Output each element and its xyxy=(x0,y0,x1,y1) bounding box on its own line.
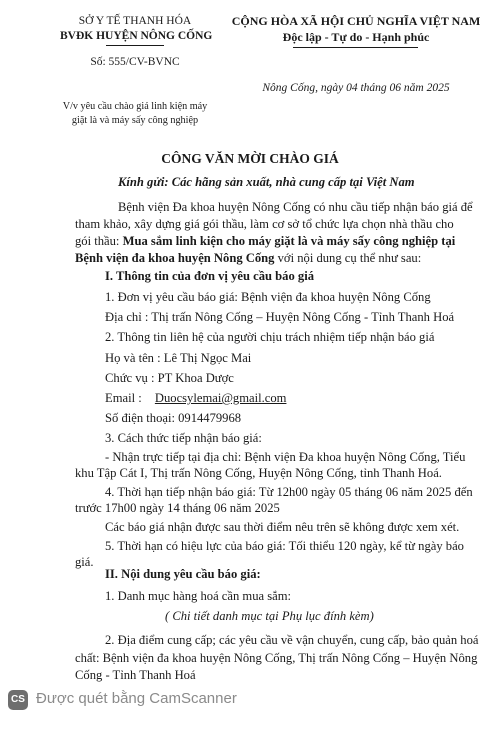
section-2-item-2-line-1: 2. Địa điểm cung cấp; các yêu cầu về vận chuyển, cung cấp, bảo quản hoá xyxy=(105,633,479,647)
subject-line-1: V/v yêu cầu chào giá linh kiện máy xyxy=(62,101,208,112)
camscanner-watermark: Được quét bằng CamScanner xyxy=(36,690,237,707)
contact-position: Chức vụ : PT Khoa Dược xyxy=(105,371,234,385)
intro-line-4-bold: Bệnh viện đa khoa huyện Nông Cống xyxy=(75,251,275,265)
agency-name: SỞ Y TẾ THANH HÓA xyxy=(78,15,192,27)
section-1-item-2: 2. Thông tin liên hệ của người chịu trách nhiệm tiếp nhận báo giá xyxy=(105,330,435,344)
national-motto: Độc lập - Tự do - Hạnh phúc xyxy=(282,30,430,44)
section-2-heading: II. Nội dung yêu cầu báo giá: xyxy=(105,567,261,581)
recipient-line: Kính gửi: Các hãng sản xuất, nhà cung cấp tại Việt Nam xyxy=(118,175,415,189)
section-1-heading: I. Thông tin của đơn vị yêu cầu báo giá xyxy=(105,269,314,283)
section-1-item-1: 1. Đơn vị yêu cầu báo giá: Bệnh viện đa khoa huyện Nông Cống xyxy=(105,290,431,304)
contact-phone: Số điện thoại: 0914479968 xyxy=(105,411,242,425)
intro-line-4-plain: với nội dung cụ thể như sau: xyxy=(274,251,422,265)
intro-line-3 xyxy=(75,233,455,249)
receive-direct-line-2: khu Tập Cát I, Thị trấn Nông Cống, Huyện Nông Cống, tỉnh Thanh Hoá. xyxy=(75,466,442,480)
document-title: CÔNG VĂN MỜI CHÀO GIÁ xyxy=(161,151,339,166)
section-1-item-4-line-1: 4. Thời hạn tiếp nhận báo giá: Từ 12h00 ngày 05 tháng 06 năm 2025 đến xyxy=(105,485,473,499)
section-2-item-2-line-2: chất: Bệnh viện đa khoa huyện Nông Cống, Thị trấn Nông Cống – Huyện Nông xyxy=(75,651,478,665)
contact-email-row xyxy=(105,390,286,406)
intro-line-3-bold: Mua sắm linh kiện cho máy giặt là và máy sấy công nghiệp tại xyxy=(122,234,456,248)
section-1-item-4-line-2: trước 17h00 ngày 14 tháng 06 năm 2025 xyxy=(75,501,280,515)
section-1-address: Địa chỉ : Thị trấn Nông Cống – Huyện Nông Cống - Tỉnh Thanh Hoá xyxy=(105,310,455,324)
late-quote-note: Các báo giá nhận được sau thời điểm nêu trên sẽ không được xem xét. xyxy=(105,520,460,534)
intro-line-1: Bệnh viện Đa khoa huyện Nông Cống có nhu cầu tiếp nhận báo giá để xyxy=(118,200,473,214)
email-link[interactable]: Duocsylemai@gmail.com xyxy=(154,391,287,405)
receive-direct-line-1: - Nhận trực tiếp tại địa chỉ: Bệnh viện Đa khoa huyện Nông Cống, Tiểu xyxy=(105,450,466,464)
intro-line-3-plain: gói thầu: xyxy=(75,234,123,248)
hospital-name: BVĐK HUYỆN NÔNG CỐNG xyxy=(60,30,213,42)
intro-line-2: tham khảo, xây dựng giá gói thầu, làm cơ sở tổ chức lựa chọn nhà thầu cho xyxy=(75,217,454,231)
email-label: Email : xyxy=(105,391,145,405)
camscanner-logo-icon: CS xyxy=(8,690,28,710)
motto-underline xyxy=(293,47,418,48)
section-2-item-2-line-3: Cống - Tỉnh Thanh Hoá xyxy=(75,668,196,682)
contact-name: Họ và tên : Lê Thị Ngọc Mai xyxy=(105,351,252,365)
section-2-item-1: 1. Danh mục hàng hoá cần mua sắm: xyxy=(105,589,292,603)
section-1-item-3: 3. Cách thức tiếp nhận báo giá: xyxy=(105,431,262,445)
country-name: CỘNG HÒA XÃ HỘI CHỦ NGHĨA VIỆT NAM xyxy=(231,14,481,28)
subject-line-2: giặt là và máy sấy công nghiệp xyxy=(71,115,199,126)
intro-line-4 xyxy=(75,250,421,266)
hospital-underline xyxy=(106,45,164,46)
document-number: Số: 555/CV-BVNC xyxy=(90,56,180,68)
date-line: Nông Cống, ngày 04 tháng 06 năm 2025 xyxy=(262,82,450,94)
section-1-item-5-line-1: 5. Thời hạn có hiệu lực của báo giá: Tối thiểu 120 ngày, kể từ ngày báo xyxy=(105,539,464,553)
section-1-item-5-line-2: giá. xyxy=(75,555,94,569)
appendix-note: ( Chi tiết danh mục tại Phụ lục đính kèm) xyxy=(165,609,374,623)
